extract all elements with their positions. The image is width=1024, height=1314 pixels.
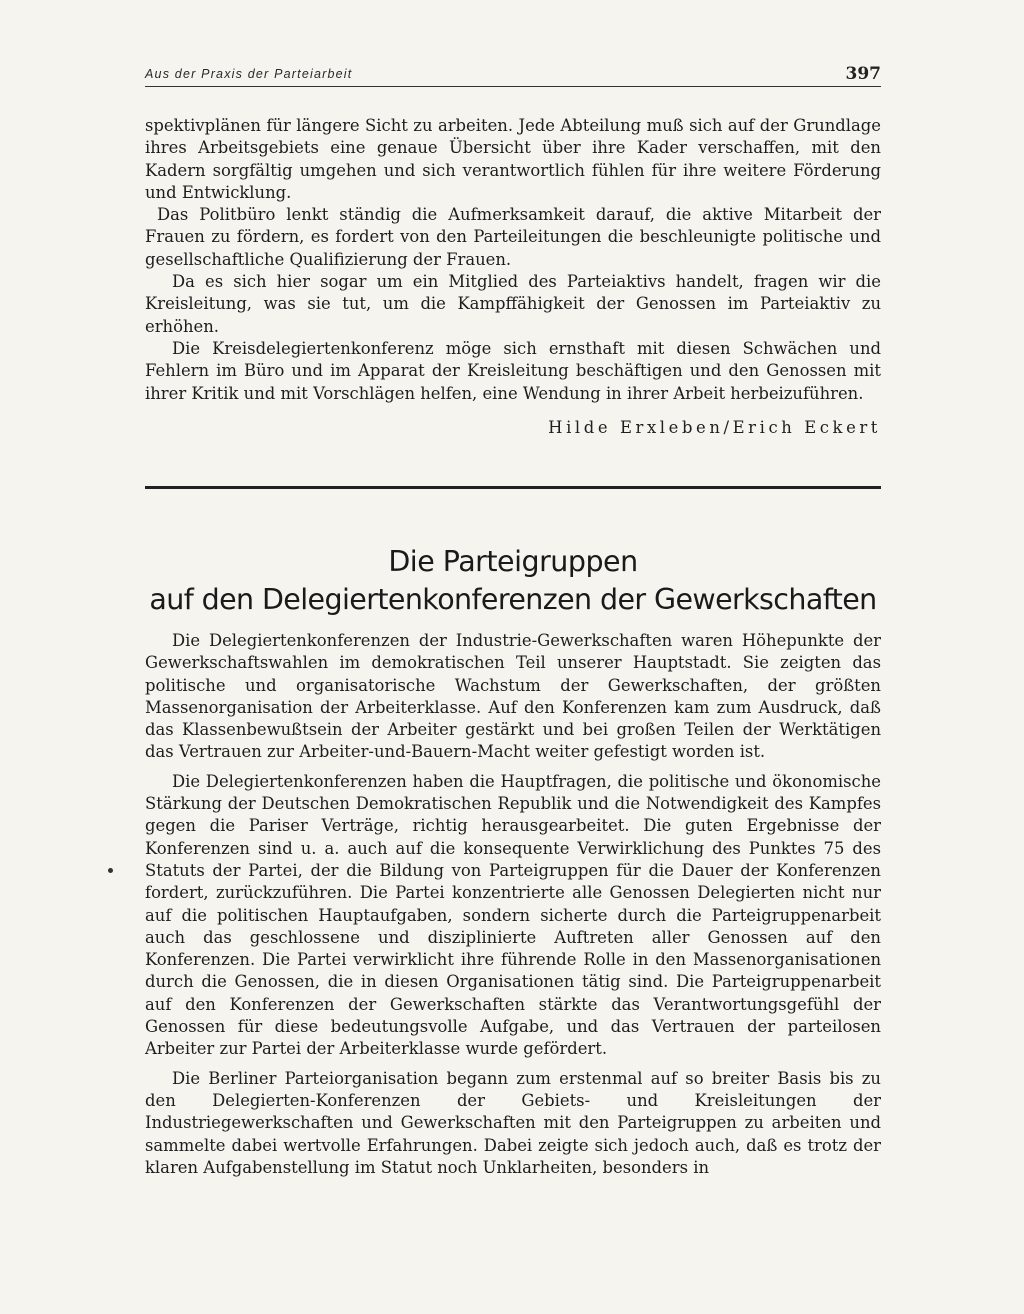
paragraph: Die Berliner Parteiorganisation begann zum erstenmal auf so breiter Basis bis zu den Delegierten-Konferenzen der Gebiets- und Kreisleitungen der Industriegewerkschaften und Gewerkschaften mit den Parteigruppen zu arbeiten und sammelte dabei wertvolle Erfahrungen. Dabei zeigte sich jedoch auch, daß es trotz der klaren Aufgabenstellung im Statut noch Unklarheiten, besonders in <box>145 1068 881 1177</box>
page-number: 397 <box>845 64 881 84</box>
paragraph-gap <box>145 764 881 771</box>
title-line-1: Die Parteigruppen <box>388 545 638 578</box>
margin-mark <box>108 868 113 873</box>
paragraph: Die Kreisdelegiertenkonferenz möge sich ernsthaft mit diesen Schwächen und Fehlern im Büro und im Apparat der Kreisleitung beschäftigen und den Genossen mit ihrer Kritik und mit Vorschlägen helfen, eine Wendung in ihrer Arbeit herbeizuführen. <box>145 338 881 403</box>
paragraph: spektivplänen für längere Sicht zu arbeiten. Jede Abteilung muß sich auf der Grundlage ihres Arbeitsgebiets eine genaue Übersicht über ihre Kader verschaffen, mit den Kadern sorgfältig umgehen und sich verantwortlich fühlen für ihre weitere Förderung und Entwicklung. <box>145 116 881 202</box>
header-rule <box>145 86 881 87</box>
section-divider <box>145 486 881 489</box>
running-header <box>145 64 881 88</box>
paragraph-gap <box>145 1061 881 1068</box>
paragraph: Da es sich hier sogar um ein Mitglied des Parteiaktivs handelt, fragen wir die Kreisleitung, was sie tut, um die Kampffähigkeit der Genossen im Parteiaktiv zu erhöhen. <box>145 272 881 336</box>
paragraph: Die Delegiertenkonferenzen der Industrie-Gewerkschaften waren Höhepunkte der Gewerkschaftswahlen im demokratischen Teil unserer Hauptstadt. Sie zeigten das politische und organisatorische Wachstum der Gewerkschaften, der größten Massenorganisation der Arbeiterklasse. Auf den Konferenzen kam zum Ausdruck, daß das Klassenbewußtsein der Arbeiter gestärkt und bei großen Teilen der Werktätigen das Vertrauen zur Arbeiter-und-Bauern-Macht weiter gefestigt worden ist. <box>145 631 881 762</box>
paragraph: Das Politbüro lenkt ständig die Aufmerksamkeit darauf, die aktive Mitarbeit der Frauen zu fördern, es fordert von den Parteileitungen die beschleunigte politische und gesellschaftliche Qualifizierung der Frauen. <box>145 205 881 269</box>
paragraph: Die Delegiertenkonferenzen haben die Hauptfragen, die politische und ökonomische Stärkung der Deutschen Demokratischen Republik und die Notwendigkeit des Kampfes gegen die Pariser Verträge, richtig herausgearbeitet. Die guten Ergebnisse der Konferenzen sind u. a. auch auf die konsequente Verwirklichung des Punktes 75 des Statuts der Partei, der die Bildung von Parteigruppen für die Dauer der Konferenzen fordert, zurückzuführen. Die Partei konzentrierte alle Genossen Delegierten nicht nur auf die politischen Hauptaufgaben, sondern sicherte durch die Parteigruppenarbeit auch das geschlossene und disziplinierte Auftreten aller Genossen auf den Konferenzen. Die Partei verwirklicht ihre führende Rolle in den Massenorganisationen durch die Genossen, die in diesen Organisationen tätig sind. Die Parteigruppenarbeit auf den Konferenzen der Gewerkschaften stärkte das Verantwortungsgefühl der Genossen für diese bedeutungsvolle Aufgabe, und das Vertrauen der parteilosen Arbeiter zur Partei der Arbeiterklasse wurde gefördert. <box>145 771 881 1059</box>
author-signature: Hilde Erxleben/Erich Eckert <box>548 418 881 437</box>
running-title: Aus der Praxis der Parteiarbeit <box>145 67 353 81</box>
title-line-2: auf den Delegiertenkonferenzen der Gewerkschaften <box>149 583 877 616</box>
article-title <box>145 543 881 619</box>
article-body <box>145 630 881 1179</box>
section-previous-article <box>145 115 881 405</box>
